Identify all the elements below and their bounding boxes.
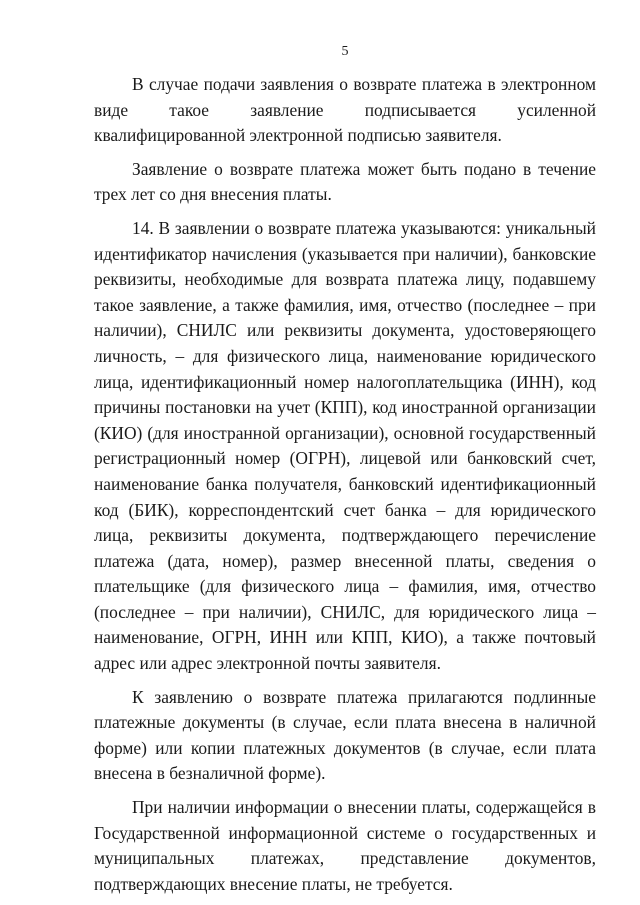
page-number: 5 (341, 44, 349, 59)
paragraph-attached-documents: К заявлению о возврате платежа прилагаются подлинные платежные документы (в случае, если плата внесена в наличной форме) или копии платежных документов (в случае, если плата внесена в безналичной форме). (94, 686, 596, 784)
document-body (94, 72, 596, 897)
paragraph-application-contents: 14. В заявлении о возврате платежа указываются: уникальный идентификатор начисления (указывается при наличии), банковские реквизиты, необходимые для возврата платежа лицу, подавшему такое заявление, а также фамилия, имя, отчество (последнее – при наличии), СНИЛС или реквизиты документа, удостоверяющего личность, – для физического лица, наименование юридического лица, идентификационный номер налогоплательщика (ИНН), код причины постановки на учет (КПП), код иностранной организации (КИО) (для иностранной организации), основной государственный регистрационный номер (ОГРН), лицевой или банковский счет, наименование банка получателя, банковский идентификационный код (БИК), корреспондентский счет банка – для юридического лица, реквизиты документа, подтверждающего перечисление платежа (дата, номер), размер внесенной платы, сведения о плательщике (для физического лица – фамилия, имя, отчество (последнее – при наличии), СНИЛС, для юридического лица – наименование, ОГРН, ИНН или КПП, КИО), а также почтовый адрес или адрес электронной почты заявителя. (94, 217, 596, 674)
paragraph-electronic-application: В случае подачи заявления о возврате платежа в электронном виде такое заявление подписывается усиленной квалифицированной электронной подписью заявителя. (94, 74, 596, 146)
paragraph-application-deadline: Заявление о возврате платежа может быть подано в течение трех лет со дня внесения платы. (94, 158, 596, 205)
paragraph-gis-information: При наличии информации о внесении платы, содержащейся в Государственной информационной системе о государственных и муниципальных платежах, представление документов, подтверждающих внесение платы, не требуется. (94, 797, 596, 894)
